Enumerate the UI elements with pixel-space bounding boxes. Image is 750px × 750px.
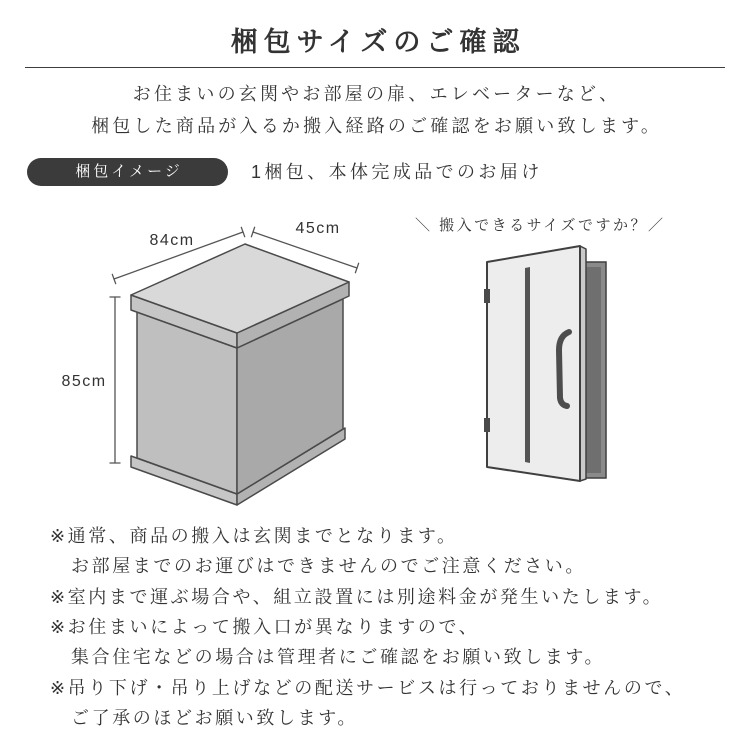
door-slit [525,267,530,463]
door-hinge-bottom [484,418,490,432]
width-label: 84cm [149,232,195,249]
height-dimension [110,297,120,463]
package-image-badge: 梱包イメージ [27,158,228,186]
door-diagram [470,236,620,492]
door-panel [487,246,580,481]
note-4-line-1: ※吊り下げ・吊り上げなどの配送サービスは行っておりませんので、 [50,678,686,698]
package-box-diagram [50,220,370,515]
depth-label: 45cm [295,220,341,237]
height-label: 85cm [61,373,107,390]
note-4-line-2: ご了承のほどお願い致します。 [71,708,358,728]
note-3-line-1: ※お住まいによって搬入口が異なりますので、 [50,617,480,637]
page-title: 梱包サイズのご確認 [230,27,526,57]
title-divider [25,67,725,68]
note-1-line-1: ※通常、商品の搬入は玄関までとなります。 [50,526,458,546]
door-caption: ＼ 搬入できるサイズですか？／ [415,217,666,234]
door-hinge-top [484,289,490,303]
intro-line-2: 梱包した商品が入るか搬入経路のご確認をお願い致します。 [91,116,663,136]
package-description: 1梱包、本体完成品でのお届け [251,162,543,182]
note-2-line-1: ※室内まで運ぶ場合や、組立設置には別途料金が発生いたします。 [50,587,664,607]
note-3-line-2: 集合住宅などの場合は管理者にご確認をお願い致します。 [71,647,606,667]
intro-line-1: お住まいの玄関やお部屋の扉、エレベーターなど、 [132,84,621,104]
package-box [131,244,349,505]
note-1-line-2: お部屋までのお運びはできませんのでご注意ください。 [71,556,586,576]
